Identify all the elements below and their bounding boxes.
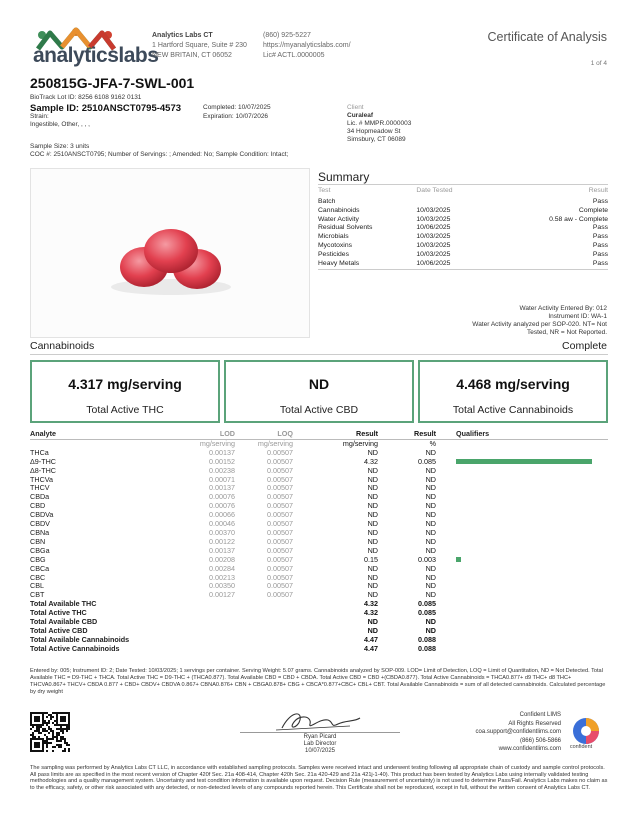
analyte-name: THCa (30, 447, 49, 457)
total-blank (150, 609, 235, 618)
analyte-result-pct: ND (425, 590, 436, 600)
lab-phone: (860) 925-5227 (263, 32, 311, 39)
divider (30, 354, 608, 355)
signer-block (240, 734, 400, 754)
total-result-pct: ND (425, 617, 436, 627)
method-notes: Entered by: 005; Instrument ID: 2; Date Tested: 10/03/2025; 1 servings per container. Serving Weight: 5.07 grams. Cannabinoids analyzed by SOP-009. LOD= Limit of Detection, LOQ = Limit of Quantitation, ND = Not Detected. Total Available THC = D9-THC + THCA. Total Active THC = D9-THC + (THCA0.877). Total Available CBD = CBD + CBDA. Total Active CBD = CBD +(CBDA0.877). Total Active Cannabinoids = THCA0.877+ d9 THC+ d8 THC+ THCVA0.867+ THCV+ CBDA 0.877 + CBD+ CBDV+ CBDVA 0.867+ CBNA0.876+ CBN + CBGA0.878+ CBG + CBCA*0.877+CBC+ CBL+ CBT. Total Available Cannabinoids = sum of all detected cannabinoids. Calculated percentage by dry weight (30, 668, 606, 695)
biotrack-lot: BioTrack Lot ID: 8256 6108 9162 0131 (30, 94, 142, 101)
analyte-row (30, 574, 608, 583)
strain: Strain: (30, 113, 49, 120)
analyte-result-pct: ND (425, 483, 436, 493)
analyte-qualifier (436, 449, 608, 458)
lims-email[interactable]: coa.support@confidentlims.com (475, 729, 561, 735)
analyte-loq: 0.00507 (267, 483, 293, 493)
lims-site[interactable]: www.confidentlims.com (498, 746, 561, 752)
analyte-row (30, 476, 608, 485)
analyte-result-pct: ND (425, 563, 436, 573)
summary-header-date: Date Tested (416, 187, 453, 194)
analyte-name: Δ8-THC (30, 465, 56, 475)
analyte-result-pct: ND (425, 536, 436, 546)
analyte-qualifier (436, 574, 608, 583)
summary-result: Pass (592, 224, 608, 232)
summary-date: 10/03/2025 (416, 215, 451, 223)
analyte-name: CBDVa (30, 510, 54, 520)
total-row (30, 645, 608, 654)
analyte-name: CBDa (30, 492, 50, 502)
summary-result: Pass (592, 233, 608, 241)
analyte-qualifier (436, 565, 608, 574)
cannabinoids-title: Cannabinoids (30, 340, 95, 352)
analyte-name: CBG (30, 554, 46, 564)
total-blank (436, 645, 608, 654)
client-name: Curaleaf (347, 112, 374, 119)
summary-test: Residual Solvents (318, 224, 373, 232)
analyte-row (30, 538, 608, 547)
analyte-lod: 0.00137 (209, 447, 235, 457)
wa-note-line: Instrument ID: WA-1 (548, 313, 607, 320)
total-blank (436, 609, 608, 618)
analyte-lod: 0.00046 (209, 519, 235, 529)
summary-date: 10/03/2025 (416, 250, 451, 258)
lims-rights: All Rights Reserved (508, 720, 561, 727)
analyte-row (30, 511, 608, 520)
total-blank (150, 645, 235, 654)
confident-logo-icon (571, 716, 601, 746)
analyte-loq: 0.00507 (267, 474, 293, 484)
lims-name: Confident LIMS (519, 712, 561, 718)
summary-row (318, 233, 608, 242)
analyte-name: CBC (30, 572, 46, 582)
expiration-date: Expiration: 10/07/2026 (203, 113, 269, 120)
total-blank (235, 600, 293, 609)
analyte-result-pct: ND (425, 519, 436, 529)
analyte-result-mg: ND (367, 590, 378, 600)
analyte-qualifier (436, 547, 608, 556)
analyte-loq: 0.00507 (267, 501, 293, 511)
total-result-mg: 4.47 (364, 634, 378, 644)
total-blank (235, 636, 293, 645)
analyte-qualifier (436, 520, 608, 529)
total-active-cbd-box (224, 360, 414, 423)
signer-date: 10/07/2025 (304, 747, 336, 754)
analyte-loq: 0.00507 (267, 536, 293, 546)
analyte-name: CBT (30, 590, 45, 600)
sample-type: Ingestible, Other, , , , (30, 121, 90, 128)
analyte-qualifier (436, 484, 608, 493)
signer-role: Lab Director (303, 740, 337, 747)
summary-row (318, 242, 608, 251)
water-activity-note (367, 305, 607, 337)
col-lod: LOD (150, 430, 235, 439)
analyte-qualifier (436, 556, 608, 565)
summary-result: Pass (592, 241, 608, 249)
summary-row (318, 207, 608, 216)
analyte-lod: 0.00213 (209, 572, 235, 582)
summary-row (318, 260, 608, 269)
analyte-result-mg: ND (367, 447, 378, 457)
lab-info (152, 31, 247, 61)
analyte-lod: 0.00370 (209, 527, 235, 537)
signer-name: Ryan Picard (303, 734, 337, 740)
sample-id: Sample ID: 2510ANSCT0795-4573 (30, 103, 182, 114)
analyte-loq: 0.00507 (267, 519, 293, 529)
analyte-qualifier (436, 476, 608, 485)
total-blank (150, 636, 235, 645)
analyte-qualifier (436, 502, 608, 511)
summary-date: 10/03/2025 (416, 241, 451, 249)
analyte-result-mg: ND (367, 465, 378, 475)
analyte-name: CBCa (30, 563, 50, 573)
total-blank (235, 627, 293, 636)
analyte-row (30, 529, 608, 538)
cannabinoid-rows (30, 449, 608, 654)
analyte-result-mg: ND (367, 474, 378, 484)
logo-text: analyticslabs (33, 44, 159, 67)
analyte-name: Δ9-THC (30, 456, 56, 466)
analyte-lod: 0.00137 (209, 483, 235, 493)
analyte-row (30, 502, 608, 511)
total-blank (436, 636, 608, 645)
total-active-cannabinoids-label: Total Active Cannabinoids (452, 404, 574, 416)
total-result-pct: 0.088 (418, 634, 436, 644)
page-number: 1 of 4 (590, 60, 607, 67)
analyte-lod: 0.00071 (209, 474, 235, 484)
footer-disclaimer: The sampling was performed by Analytics Labs CT LLC, in accordance with established sampling protocols. Samples were received intact and underwent testing following all appropriate chain of custody and sample control protocols. All pass limits are as specified in the most recent version of Chapter 420f Sec. 21a 408-414, Chapter 420h Sec. 21a 420-429 and 21a 421j-1-40). This product has been tested by Analytics Labs using internally validated testing methodologies and a quality management system. Uncertainty and test condition information is available upon request. Decision Rule (measurement of uncertainty) is not used to determine Pass/Fail. Analytics Labs makes no claim as to the efficacy, safety, or other risk associated with any detected, or non-detected levels of any compounds reported herein. This Certificate shall not be reproduced, except in full, without the written consent of Analytics Labs CT. (30, 765, 608, 791)
total-result-pct: 0.085 (418, 608, 436, 618)
total-blank (436, 600, 608, 609)
analyte-qualifier (436, 467, 608, 476)
analyte-loq: 0.00507 (267, 456, 293, 466)
summary-result: Pass (592, 259, 608, 267)
analyte-name: CBN (30, 536, 46, 546)
total-blank (235, 609, 293, 618)
total-blank (150, 627, 235, 636)
analyte-row (30, 556, 608, 565)
lab-address-1: 1 Hartford Square, Suite # 230 (152, 42, 247, 49)
qr-code-icon[interactable] (30, 712, 70, 752)
analyte-row (30, 458, 608, 467)
analyte-row (30, 591, 608, 600)
summary-result: Complete (578, 206, 608, 214)
analyte-qualifier (436, 493, 608, 502)
total-result-pct: ND (425, 625, 436, 635)
completed-date: Completed: 10/07/2025 (203, 104, 271, 111)
total-name: Total Available CBD (30, 617, 98, 627)
summary-test: Heavy Metals (318, 259, 360, 267)
analyte-row (30, 565, 608, 574)
divider (318, 269, 608, 270)
total-name: Total Active Cannabinoids (30, 643, 120, 653)
summary-header-result: Result (588, 187, 608, 194)
lab-address-2: NEW BRITAIN, CT 06052 (152, 52, 232, 59)
total-row (30, 618, 608, 627)
total-blank (235, 645, 293, 654)
wa-note-line: Tested, NR = Not Reported. (526, 329, 607, 336)
analyte-result-mg: 4.32 (364, 456, 378, 466)
analyte-loq: 0.00507 (267, 447, 293, 457)
analyte-result-mg: ND (367, 545, 378, 555)
confident-logo-text: confident (569, 744, 593, 750)
analyte-bar (456, 459, 592, 464)
analyte-result-mg: ND (367, 492, 378, 502)
analyte-row (30, 547, 608, 556)
analyte-result-pct: ND (425, 447, 436, 457)
analyte-result-mg: ND (367, 483, 378, 493)
total-active-cbd-label: Total Active CBD (279, 404, 359, 416)
analyte-loq: 0.00507 (267, 510, 293, 520)
total-result-mg: ND (367, 625, 378, 635)
total-blank (150, 600, 235, 609)
analyte-loq: 0.00507 (267, 465, 293, 475)
analyte-qualifier (436, 591, 608, 600)
summary-test: Pesticides (318, 250, 349, 258)
analyte-row (30, 582, 608, 591)
cannabinoid-table (30, 430, 608, 654)
summary-date: 10/06/2025 (416, 259, 451, 267)
summary-test: Water Activity (318, 215, 359, 223)
total-result-mg: 4.32 (364, 599, 378, 609)
total-result-pct: 0.085 (418, 599, 436, 609)
lab-name: Analytics Labs CT (152, 32, 213, 39)
analyte-result-pct: ND (425, 510, 436, 520)
analyte-name: THCV (30, 483, 50, 493)
sample-size: Sample Size: 3 units (30, 143, 90, 150)
total-result-mg: ND (367, 617, 378, 627)
summary-row (318, 198, 608, 207)
total-active-cannabinoids-value: 4.468 mg/serving (456, 376, 570, 392)
analyte-row (30, 449, 608, 458)
summary-date: 10/06/2025 (416, 224, 451, 232)
total-blank (436, 627, 608, 636)
total-active-thc-value: 4.317 mg/serving (68, 376, 182, 392)
analyte-result-pct: ND (425, 527, 436, 537)
analyte-result-pct: 0.085 (418, 456, 436, 466)
analyte-loq: 0.00507 (267, 492, 293, 502)
total-active-cbd-value: ND (308, 376, 330, 392)
col-loq: LOQ (235, 430, 293, 439)
total-name: Total Available Cannabinoids (30, 634, 130, 644)
analyte-result-pct: ND (425, 465, 436, 475)
signature-line (240, 732, 400, 733)
analyte-result-mg: ND (367, 527, 378, 537)
analyte-lod: 0.00238 (209, 465, 235, 475)
summary-table (318, 186, 608, 268)
batch-id: 250815G-JFA-7-SWL-001 (30, 75, 195, 91)
analyte-result-mg: ND (367, 501, 378, 511)
analyte-lod: 0.00127 (209, 590, 235, 600)
analyte-result-mg: ND (367, 536, 378, 546)
analyte-result-pct: ND (425, 474, 436, 484)
analyte-qualifier (436, 538, 608, 547)
analyte-result-pct: ND (425, 501, 436, 511)
analyte-result-mg: ND (367, 510, 378, 520)
unit-result-pct: % (429, 438, 436, 448)
client-address-2: Simsbury, CT 06089 (347, 136, 406, 143)
total-active-thc-box (30, 360, 220, 423)
summary-test: Cannabinoids (318, 206, 360, 214)
client-block (347, 104, 411, 144)
total-result-pct: 0.088 (418, 643, 436, 653)
unit-lod: mg/serving (199, 438, 235, 448)
analyte-bar (456, 557, 461, 562)
summary-test: Mycotoxins (318, 241, 352, 249)
lab-website[interactable]: https://myanalyticslabs.com/ (263, 42, 351, 49)
analyte-qualifier (436, 511, 608, 520)
summary-date: 10/03/2025 (416, 233, 451, 241)
unit-result-mg: mg/serving (342, 438, 378, 448)
analyte-loq: 0.00507 (267, 581, 293, 591)
unit-loq: mg/serving (257, 438, 293, 448)
client-address-1: 34 Hopmeadow St (347, 128, 401, 135)
analyte-lod: 0.00284 (209, 563, 235, 573)
analyte-result-mg: ND (367, 519, 378, 529)
analyte-name: CBNa (30, 527, 50, 537)
analyte-qualifier (436, 458, 608, 467)
summary-result: Pass (592, 250, 608, 258)
analyte-lod: 0.00350 (209, 581, 235, 591)
analyte-row (30, 493, 608, 502)
total-name: Total Active CBD (30, 625, 88, 635)
analyte-name: THCVa (30, 474, 54, 484)
total-row (30, 609, 608, 618)
total-result-mg: 4.47 (364, 643, 378, 653)
lims-phone: (866) 506-5866 (519, 737, 561, 744)
analyte-lod: 0.00076 (209, 501, 235, 511)
wa-note-line: Water Activity Entered By: 012 (519, 305, 607, 312)
summary-row (318, 251, 608, 260)
analyte-result-pct: ND (425, 581, 436, 591)
wa-note-line: Water Activity analyzed per SOP-020. NT= Not (472, 321, 607, 328)
summary-title: Summary (318, 170, 370, 184)
client-label: Client (347, 104, 364, 111)
summary-date: 10/03/2025 (416, 206, 451, 214)
product-image (30, 168, 310, 338)
analyte-lod: 0.00066 (209, 510, 235, 520)
analyte-row (30, 484, 608, 493)
analyte-name: CBD (30, 501, 46, 511)
analyte-loq: 0.00507 (267, 590, 293, 600)
summary-test: Microbials (318, 233, 349, 241)
analyte-qualifier (436, 529, 608, 538)
coc-info: COC #: 2510ANSCT0795; Number of Servings: ; Amended: No; Sample Condition: Intact; (30, 151, 289, 158)
total-active-thc-label: Total Active THC (86, 404, 164, 416)
summary-row (318, 224, 608, 233)
analyte-lod: 0.00137 (209, 545, 235, 555)
summary-test: Batch (318, 198, 336, 205)
total-result-mg: 4.32 (364, 608, 378, 618)
total-blank (436, 618, 608, 627)
analyte-result-mg: ND (367, 581, 378, 591)
client-license: Lic. # MMPR.0000003 (347, 120, 412, 127)
total-blank (150, 618, 235, 627)
analyte-name: CBGa (30, 545, 50, 555)
analyte-lod: 0.00076 (209, 492, 235, 502)
summary-date (416, 198, 501, 207)
analyte-loq: 0.00507 (267, 554, 293, 564)
summary-header-test: Test (318, 187, 331, 194)
total-name: Total Active THC (30, 608, 87, 618)
summary-result: 0.58 aw - Complete (549, 215, 608, 223)
analyte-result-mg: 0.15 (364, 554, 378, 564)
signature-icon (230, 708, 380, 734)
summary-rows (318, 198, 608, 268)
lims-block (476, 711, 561, 754)
analyte-loq: 0.00507 (267, 545, 293, 555)
analyte-loq: 0.00507 (267, 563, 293, 573)
analyte-lod: 0.00122 (209, 536, 235, 546)
divider (318, 184, 608, 185)
analyte-result-mg: ND (367, 572, 378, 582)
analyte-name: CBDV (30, 519, 50, 529)
gummies-illustration (31, 169, 311, 339)
analyte-lod: 0.00152 (209, 456, 235, 466)
total-name: Total Available THC (30, 599, 97, 609)
total-blank (235, 618, 293, 627)
analyte-loq: 0.00507 (267, 527, 293, 537)
analyte-qualifier (436, 582, 608, 591)
document-title: Certificate of Analysis (487, 30, 607, 44)
analyte-lod: 0.00208 (209, 554, 235, 564)
unit-qualifiers (436, 439, 608, 448)
summary-row (318, 216, 608, 225)
summary-result: Pass (592, 198, 608, 205)
col-qualifiers: Qualifiers (436, 430, 608, 439)
analyte-row (30, 467, 608, 476)
col-result-pct: Result (378, 430, 436, 439)
analyte-result-mg: ND (367, 563, 378, 573)
total-row (30, 600, 608, 609)
analyte-result-pct: ND (425, 572, 436, 582)
col-result-mg: Result (293, 430, 378, 439)
lab-license: Lic# ACTL.0000005 (263, 52, 325, 59)
total-active-cannabinoids-box (418, 360, 608, 423)
analyte-result-pct: ND (425, 492, 436, 502)
analyte-name: CBL (30, 581, 44, 591)
analyte-result-pct: ND (425, 545, 436, 555)
cannabinoids-status: Complete (562, 340, 607, 352)
contact-info (263, 31, 351, 61)
analyte-row (30, 520, 608, 529)
analyte-result-pct: 0.003 (418, 554, 436, 564)
analyte-loq: 0.00507 (267, 572, 293, 582)
col-analyte: Analyte (30, 430, 150, 439)
